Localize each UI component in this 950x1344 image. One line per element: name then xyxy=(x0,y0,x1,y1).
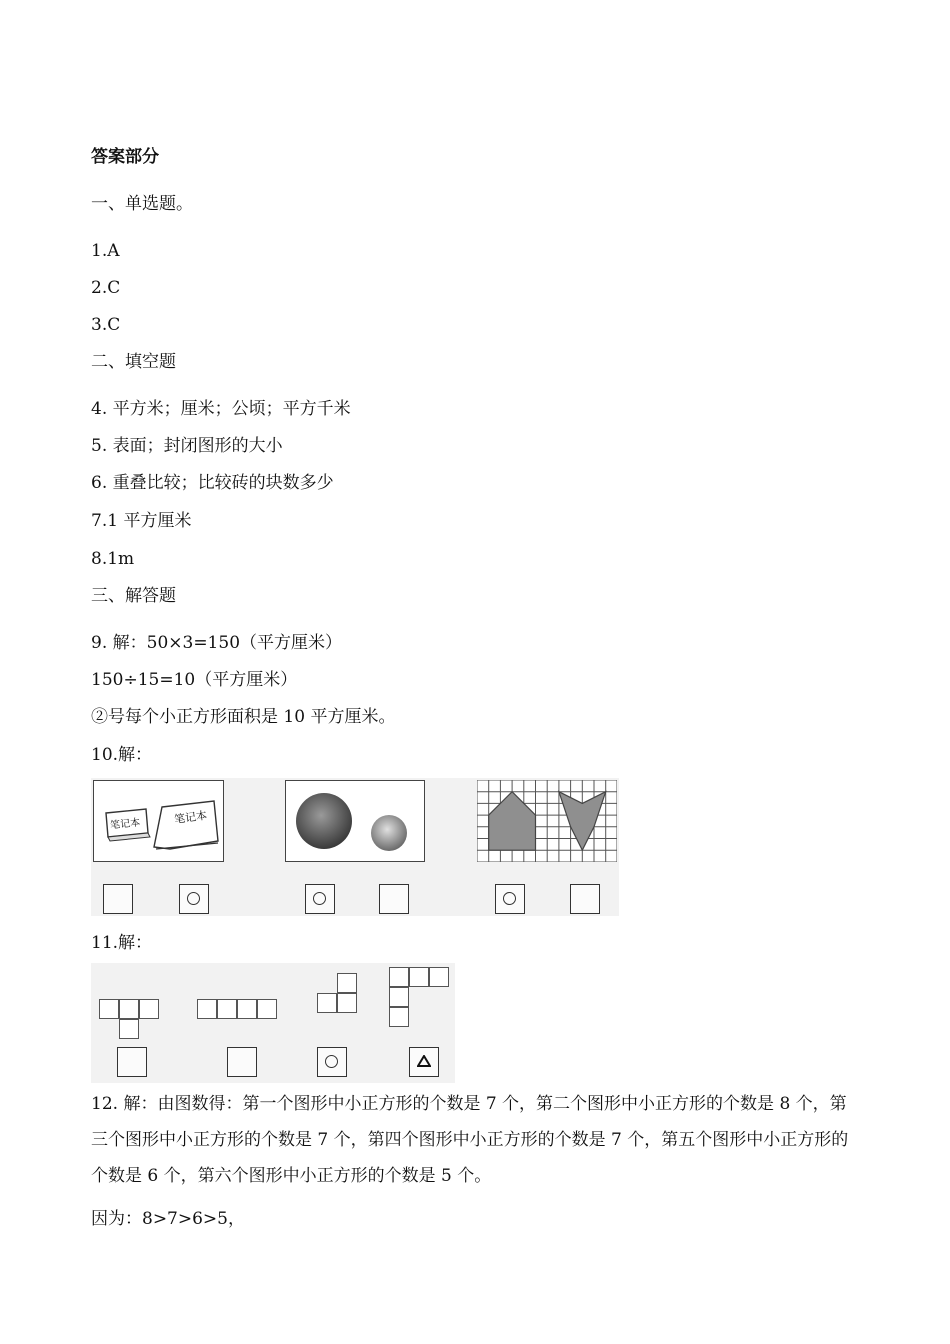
answer-line: 5. 表面；封闭图形的大小 xyxy=(91,436,283,456)
answer-box-circle xyxy=(495,884,525,914)
grid-cell xyxy=(197,999,217,1019)
circle-icon xyxy=(325,1055,338,1068)
coins-illustration xyxy=(286,781,423,860)
notebooks-panel xyxy=(93,780,224,862)
circle-icon xyxy=(503,892,516,905)
q12-conclusion: 因为：8>7>6>5， xyxy=(91,1209,245,1229)
answer-line: 150÷15=10（平方厘米） xyxy=(91,670,298,690)
answer-line: 6. 重叠比较；比较砖的块数多少 xyxy=(91,473,334,493)
q12-explanation: 12. 解：由图数得：第一个图形中小正方形的个数是 7 个，第二个图形中小正方形的个数是 8 个，第三个图形中小正方形的个数是 7 个，第四个图形中小正方形的个数是 7 个，第五个图形中小正方形的个数是 6 个，第六个图形中小正方形的个数是 5 个。 xyxy=(91,1094,849,1186)
answer-box-empty xyxy=(117,1047,147,1077)
answer-line: 9. 解：50×3=150（平方厘米） xyxy=(91,633,343,653)
grid-shapes-panel xyxy=(477,780,617,862)
circle-icon xyxy=(187,892,200,905)
grid-cell xyxy=(389,1007,409,1027)
notebook-label-small: 笔记本 xyxy=(109,817,141,832)
answer-line: 2.C xyxy=(91,278,121,298)
grid-cell xyxy=(389,987,409,1007)
q11-label: 11.解： xyxy=(91,933,153,953)
triangle-icon xyxy=(417,1055,431,1067)
grid-cell xyxy=(237,999,257,1019)
q11-figure xyxy=(91,963,455,1083)
notebook-label-large: 笔记本 xyxy=(173,808,208,827)
answer-box-circle xyxy=(179,884,209,914)
answer-box-circle xyxy=(317,1047,347,1077)
q10-label: 10.解： xyxy=(91,745,153,765)
grid-cell xyxy=(409,967,429,987)
grid-cell xyxy=(389,967,409,987)
grid-cell xyxy=(139,999,159,1019)
grid-cell xyxy=(217,999,237,1019)
answer-box-triangle xyxy=(409,1047,439,1077)
answer-line: 4. 平方米；厘米；公顷；平方千米 xyxy=(91,399,351,419)
grid-cell xyxy=(119,1019,139,1039)
coins-panel xyxy=(285,780,425,862)
grid-cell xyxy=(99,999,119,1019)
answer-line: ②号每个小正方形面积是 10 平方厘米。 xyxy=(91,707,396,727)
answer-line: 3.C xyxy=(91,315,121,335)
section-title-fill-blank: 二、填空题 xyxy=(91,352,176,372)
answer-line: 1.A xyxy=(91,241,120,261)
answer-box-circle xyxy=(305,884,335,914)
q10-figure xyxy=(91,778,619,916)
circle-icon xyxy=(313,892,326,905)
answer-box-empty xyxy=(379,884,409,914)
section-title-single-choice: 一、单选题。 xyxy=(91,194,193,214)
answer-box-empty xyxy=(227,1047,257,1077)
answer-line: 8.1m xyxy=(91,549,135,569)
small-coin-icon xyxy=(371,815,407,851)
answer-line: 7.1 平方厘米 xyxy=(91,511,192,531)
grid-cell xyxy=(337,993,357,1013)
grid-cell xyxy=(337,973,357,993)
grid-cell xyxy=(257,999,277,1019)
grid-cell xyxy=(119,999,139,1019)
large-coin-icon xyxy=(296,793,352,849)
section-title-solve: 三、解答题 xyxy=(91,586,176,606)
page-heading: 答案部分 xyxy=(91,147,159,167)
grid-cell xyxy=(317,993,337,1013)
answer-box-empty xyxy=(103,884,133,914)
answer-box-empty xyxy=(570,884,600,914)
grid-cell xyxy=(429,967,449,987)
